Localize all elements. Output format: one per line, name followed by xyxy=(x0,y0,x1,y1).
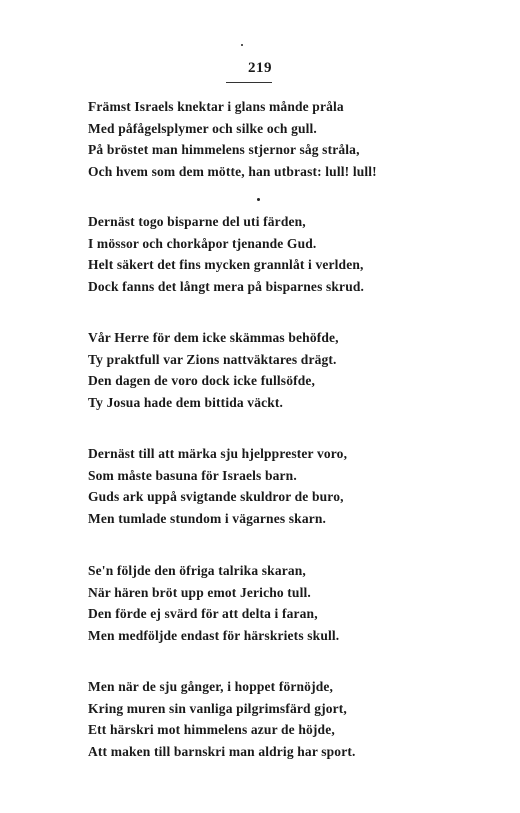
verse-line: Dernäst togo bisparne del uti färden, xyxy=(88,214,306,229)
stanza xyxy=(88,327,488,414)
stanza xyxy=(88,96,488,183)
verse-line: Men tumlade stundom i vägarnes skarn. xyxy=(88,511,327,527)
verse-line: Se'n följde den öfriga talrika skaran, xyxy=(88,563,306,578)
verse-line: Helt säkert det fins mycken grannlåt i verlden, xyxy=(88,257,364,273)
verse-line: Kring muren sin vanliga pilgrimsfärd gjort, xyxy=(88,700,347,716)
verse-line: Ett härskri mot himmelens azur de höjde, xyxy=(88,722,335,738)
verse-line: Med påfågelsplymer och silke och gull. xyxy=(88,120,317,136)
verse-line: Dock fanns det långt mera på bisparnes skrud. xyxy=(88,279,365,295)
verse-line: Guds ark uppå svigtande skuldror de buro, xyxy=(88,489,344,505)
verse-line: När hären bröt upp emot Jericho tull. xyxy=(88,584,311,600)
verse-line: Den förde ej svärd för att delta i faran, xyxy=(88,606,318,622)
verse-line: Men medföljde endast för härskriets skull. xyxy=(88,628,340,644)
page-number-rule xyxy=(226,82,272,83)
ink-speck xyxy=(241,44,243,46)
verse-line: Men när de sju gånger, i hoppet förnöjde, xyxy=(88,679,334,694)
verse-line: Dernäst till att märka sju hjelpprester voro, xyxy=(88,446,348,461)
verse-line: Ty Josua hade dem bittida väckt. xyxy=(88,395,284,411)
verse-line: Den dagen de voro dock icke fullsöfde, xyxy=(88,373,316,389)
verse-line: Ty praktfull var Zions nattväktares drägt. xyxy=(88,351,337,367)
verse-line: Främst Israels knektar i glans månde pråla xyxy=(88,99,344,114)
verse-line: Som måste basuna för Israels barn. xyxy=(88,467,297,483)
stanza xyxy=(88,443,488,530)
verse-line: I mössor och chorkåpor tjenande Gud. xyxy=(88,235,317,251)
verse-line: På bröstet man himmelens stjernor såg stråla, xyxy=(88,142,360,158)
verse-line: Och hvem som dem mötte, han utbrast: lull! lull! xyxy=(88,164,377,180)
stanza xyxy=(88,560,488,647)
ink-speck xyxy=(257,198,260,201)
verse-line: Att maken till barnskri man aldrig har sport. xyxy=(88,744,356,760)
verse-line: Vår Herre för dem icke skämmas behöfde, xyxy=(88,330,339,345)
stanza xyxy=(88,211,488,298)
stanza xyxy=(88,676,488,763)
page-number: 219 xyxy=(248,60,272,76)
